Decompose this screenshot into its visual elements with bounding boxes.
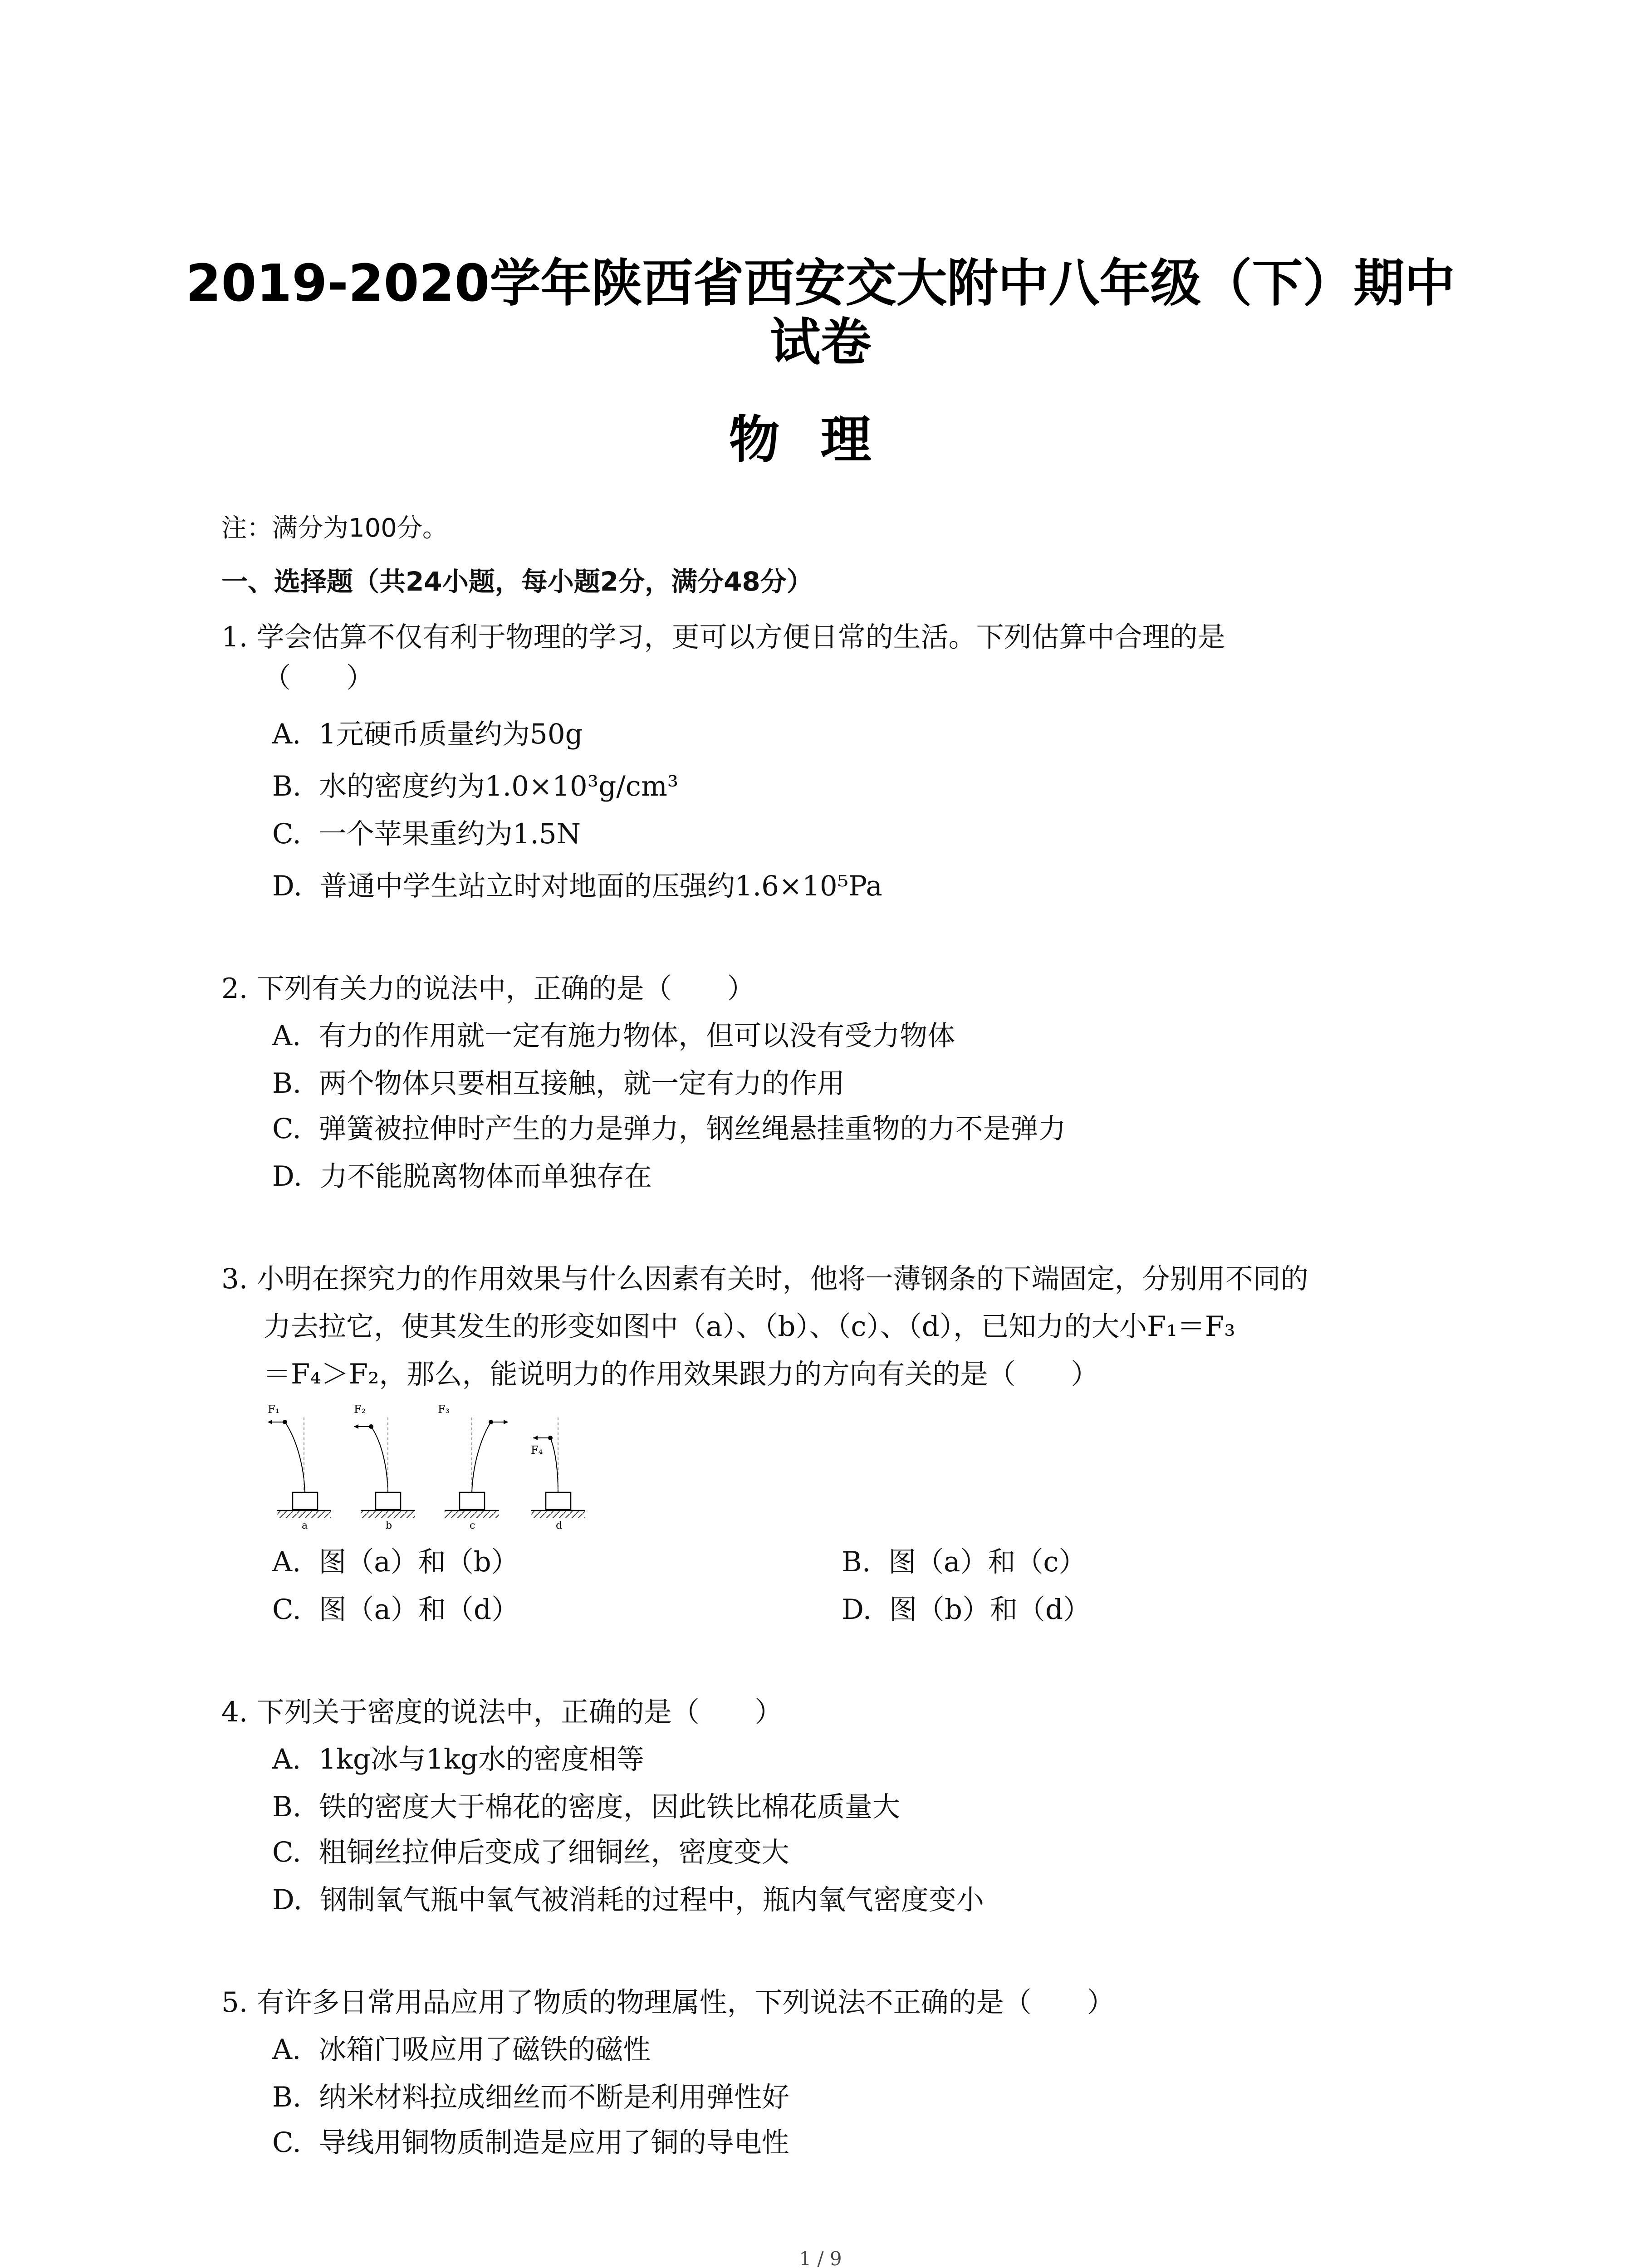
q3-option-b: B. 图（a）和（c）	[842, 1546, 1087, 1578]
q1-option-d: D. 普通中学生站立时对地面的压强约1.6×10⁵Pa	[272, 870, 882, 902]
q4-option-d: D. 钢制氧气瓶中氧气被消耗的过程中，瓶内氧气密度变小	[272, 1884, 984, 1916]
question-number: 5.	[221, 1986, 248, 2019]
force-label-f2: F₂	[354, 1403, 366, 1416]
q2-option-a: A. 有力的作用就一定有施力物体，但可以没有受力物体	[272, 1020, 955, 1052]
q3-option-c: C. 图（a）和（d）	[272, 1593, 519, 1626]
q5-option-b: B. 纳米材料拉成细丝而不断是利用弹性好	[272, 2081, 790, 2113]
q3-option-a: A. 图（a）和（b）	[272, 1546, 519, 1578]
question-number: 4.	[221, 1696, 248, 1728]
question-2	[221, 966, 755, 1012]
question-number: 3.	[221, 1263, 248, 1295]
subject-title: 物理	[729, 411, 912, 469]
spring-steel-figure	[259, 1399, 622, 1531]
q4-option-a: A. 1kg冰与1kg水的密度相等	[272, 1743, 644, 1775]
q4-option-b: B. 铁的密度大于棉花的密度，因此铁比棉花质量大	[272, 1791, 901, 1823]
question-number: 1.	[221, 621, 248, 653]
question-3	[221, 1256, 1308, 1302]
force-label-f4: F₄	[531, 1444, 543, 1457]
q3-option-d: D. 图（b）和（d）	[842, 1593, 1091, 1626]
q2-option-b: B. 两个物体只要相互接触，就一定有力的作用	[272, 1067, 845, 1100]
panel-d	[531, 1418, 585, 1531]
question-text: 下列关于密度的说法中，正确的是（ ）	[256, 1696, 783, 1728]
document-title-line1: 2019-2020学年陕西省西安交大附中八年级（下）期中	[186, 254, 1455, 313]
panel-a	[268, 1403, 331, 1531]
question-3-line3: ＝F₄＞F₂，那么，能说明力的作用效果跟力的方向有关的是（ ）	[263, 1358, 1099, 1390]
q1-option-a: A. 1元硬币质量约为50g	[272, 718, 583, 750]
question-4	[221, 1690, 783, 1735]
panel-label-d: d	[556, 1520, 563, 1531]
question-text: 下列有关力的说法中，正确的是（ ）	[256, 973, 755, 1005]
q4-option-c: C. 粗铜丝拉伸后变成了细铜丝，密度变大	[272, 1836, 789, 1868]
panel-label-c: c	[470, 1520, 475, 1531]
panel-c	[438, 1403, 508, 1531]
page-number: 1 / 9	[799, 2248, 842, 2268]
section-title: 一、选择题（共24小题，每小题2分，满分48分）	[221, 566, 813, 597]
q5-option-a: A. 冰箱门吸应用了磁铁的磁性	[272, 2033, 651, 2066]
q5-option-c: C. 导线用铜物质制造是应用了铜的导电性	[272, 2126, 789, 2159]
question-5	[221, 1980, 1115, 2025]
question-number: 2.	[221, 973, 248, 1005]
panel-label-b: b	[386, 1520, 392, 1531]
document-title-line2: 试卷	[769, 313, 872, 372]
force-label-f1: F₁	[268, 1403, 280, 1416]
question-text: 学会估算不仅有利于物理的学习，更可以方便日常的生活。下列估算中合理的是	[256, 621, 1225, 653]
score-note: 注：满分为100分。	[221, 513, 448, 543]
q1-option-b: B. 水的密度约为1.0×10³g/cm³	[272, 770, 679, 802]
question-text: 小明在探究力的作用效果与什么因素有关时，他将一薄钢条的下端固定，分别用不同的	[256, 1263, 1308, 1295]
q2-option-d: D. 力不能脱离物体而单独存在	[272, 1160, 652, 1193]
panel-b	[354, 1403, 415, 1531]
question-1-blank: （ ）	[263, 662, 374, 694]
q1-option-c: C. 一个苹果重约为1.5N	[272, 818, 581, 850]
panel-label-a: a	[302, 1520, 308, 1531]
question-3-line2: 力去拉它，使其发生的形变如图中（a）、（b）、（c）、（d），已知力的大小F₁＝F₃	[263, 1310, 1235, 1343]
force-label-f3: F₃	[438, 1403, 450, 1416]
q2-option-c: C. 弹簧被拉伸时产生的力是弹力，钢丝绳悬挂重物的力不是弹力	[272, 1113, 1066, 1145]
question-1	[221, 615, 1225, 660]
question-text: 有许多日常用品应用了物质的物理属性，下列说法不正确的是（ ）	[256, 1986, 1115, 2019]
